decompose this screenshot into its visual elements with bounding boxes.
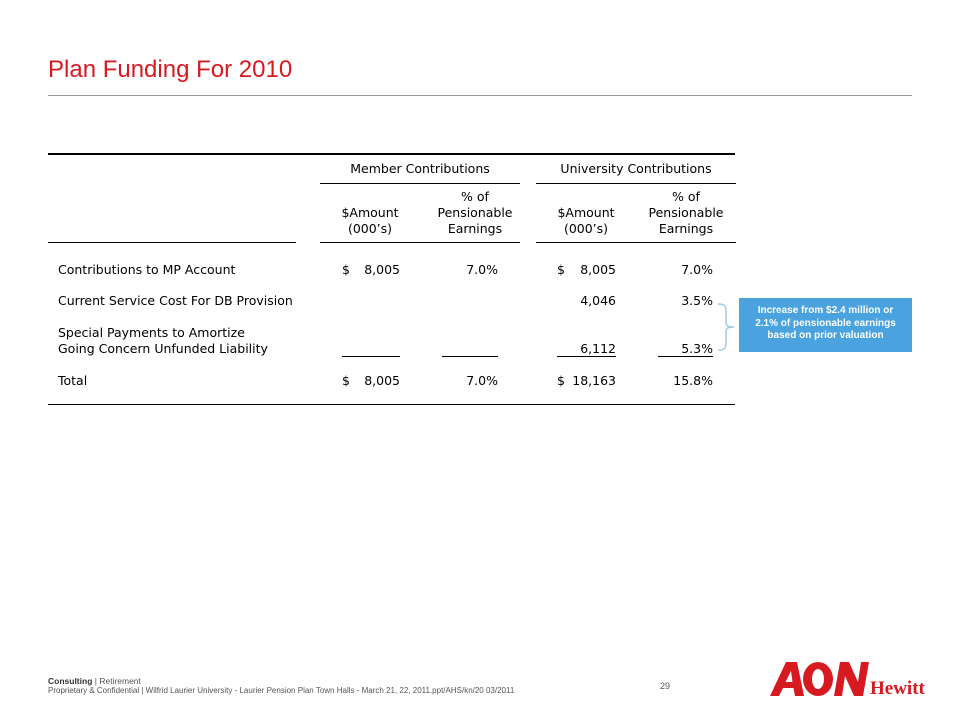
row-label: Total (58, 373, 88, 388)
university-pct: 15.8% (673, 373, 713, 388)
member-amount-subtotal-rule (342, 356, 400, 357)
callout-note: Increase from $2.4 million or 2.1% of pensionable earnings based on prior valuation (739, 298, 912, 352)
pct-header-line2: Pensionable (648, 205, 724, 220)
member-pct-header (425, 189, 525, 237)
amount-header-line1: $Amount (341, 205, 399, 220)
university-pct: 5.3% (681, 341, 713, 356)
pct-header-line3: Earnings (658, 221, 714, 236)
member-pct-subtotal-rule (442, 356, 498, 357)
university-amount: 4,046 (580, 293, 616, 308)
university-header-rule (536, 183, 736, 184)
row-label-line1: Special Payments to Amortize (58, 325, 245, 340)
university-contributions-header: University Contributions (560, 161, 712, 176)
member-amount: 8,005 (364, 262, 400, 277)
member-amount: 8,005 (364, 373, 400, 388)
dollar-sign: $ (557, 373, 565, 388)
member-subheader-rule (320, 242, 520, 243)
dollar-sign: $ (557, 262, 565, 277)
university-pct-header (636, 189, 736, 237)
university-amount-subtotal-rule (557, 356, 616, 357)
pct-header-line1: % of (461, 189, 489, 204)
row-label: Current Service Cost For DB Provision (58, 293, 293, 308)
university-pct-subtotal-rule (658, 356, 713, 357)
member-header-rule (320, 183, 520, 184)
university-amount: 18,163 (572, 373, 616, 388)
row-label-line2: Going Concern Unfunded Liability (58, 341, 268, 356)
aon-hewitt-logo-icon (770, 658, 925, 700)
aon-hewitt-logo (770, 658, 925, 705)
curly-brace-icon (716, 302, 738, 352)
footer-consulting: Consulting (48, 676, 93, 686)
university-pct: 3.5% (681, 293, 713, 308)
footer-retirement: | Retirement (92, 676, 141, 686)
university-amount: 6,112 (580, 341, 616, 356)
member-contributions-header: Member Contributions (350, 161, 490, 176)
label-header-rule (48, 242, 296, 243)
member-pct: 7.0% (466, 262, 498, 277)
footer-category (48, 676, 141, 686)
member-amount-header (330, 205, 410, 237)
dollar-sign: $ (342, 262, 350, 277)
pct-header-line1: % of (672, 189, 700, 204)
page-number: 29 (660, 681, 671, 691)
member-pct: 7.0% (466, 373, 498, 388)
university-subheader-rule (536, 242, 736, 243)
pct-header-line2: Pensionable (437, 205, 513, 220)
row-label: Contributions to MP Account (58, 262, 236, 277)
amount-header-line2: (000’s) (347, 221, 393, 236)
amount-header-line2: (000’s) (563, 221, 609, 236)
table-top-rule (48, 153, 735, 155)
university-pct: 7.0% (681, 262, 713, 277)
table-bottom-rule (48, 404, 735, 405)
page-title: Plan Funding For 2010 (48, 56, 293, 83)
university-amount: 8,005 (580, 262, 616, 277)
pct-header-line3: Earnings (447, 221, 503, 236)
dollar-sign: $ (342, 373, 350, 388)
university-amount-header (546, 205, 626, 237)
amount-header-line1: $Amount (557, 205, 615, 220)
footer-confidential: Proprietary & Confidential | Wilfrid Laurier University - Laurier Pension Plan Town Halls - March 21, 22, 2011.ppt/AHS/kn/20 03/2011 (48, 686, 515, 695)
title-divider (48, 95, 912, 96)
svg-text:Hewitt: Hewitt (870, 678, 925, 699)
